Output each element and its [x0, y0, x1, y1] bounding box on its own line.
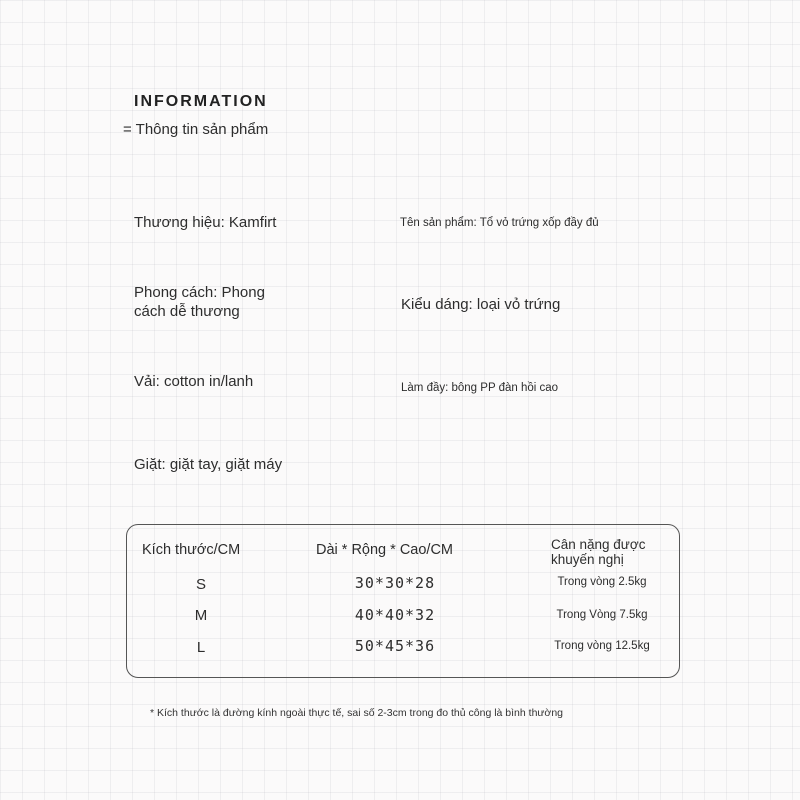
- table-row-size: S: [195, 576, 206, 593]
- style-field-line2: cách dễ thương: [134, 303, 240, 320]
- table-row-weight: Trong vòng 12.5kg: [554, 640, 650, 652]
- dimensions-column-header: Dài * Rộng * Cao/CM: [316, 542, 453, 558]
- section-subtitle: = Thông tin sản phẩm: [123, 121, 269, 138]
- footnote: * Kích thước là đường kính ngoài thực tế, sai số 2-3cm trong đo thủ công là bình thường: [150, 707, 564, 719]
- table-row-weight: Trong vòng 2.5kg: [557, 576, 647, 588]
- table-row-dimensions: 30*30*28: [354, 574, 436, 592]
- filling-field: Làm đầy: bông PP đàn hồi cao: [401, 382, 559, 394]
- fabric-field: Vải: cotton in/lanh: [134, 373, 254, 390]
- shape-field: Kiểu dáng: loại vỏ trứng: [401, 296, 561, 313]
- table-row-size: L: [196, 639, 206, 656]
- section-title: INFORMATION: [134, 93, 268, 110]
- table-row-dimensions: 40*40*32: [354, 606, 436, 624]
- product-name-field: Tên sản phẩm: Tổ vỏ trứng xốp đầy đủ: [400, 217, 599, 229]
- table-row-size: M: [194, 607, 208, 624]
- weight-header-line1: Cân nặng được: [551, 537, 646, 552]
- washing-field: Giặt: giặt tay, giặt máy: [134, 456, 283, 473]
- table-row-dimensions: 50*45*36: [354, 637, 436, 655]
- weight-column-header: [551, 537, 645, 567]
- brand-field: Thương hiệu: Kamfirt: [134, 214, 277, 231]
- style-field: [134, 283, 265, 321]
- size-column-header: Kích thước/CM: [142, 542, 241, 558]
- table-row-weight: Trong Vòng 7.5kg: [556, 609, 648, 621]
- weight-header-line2: khuyến nghị: [551, 552, 624, 567]
- style-field-line1: Phong cách: Phong: [134, 284, 265, 301]
